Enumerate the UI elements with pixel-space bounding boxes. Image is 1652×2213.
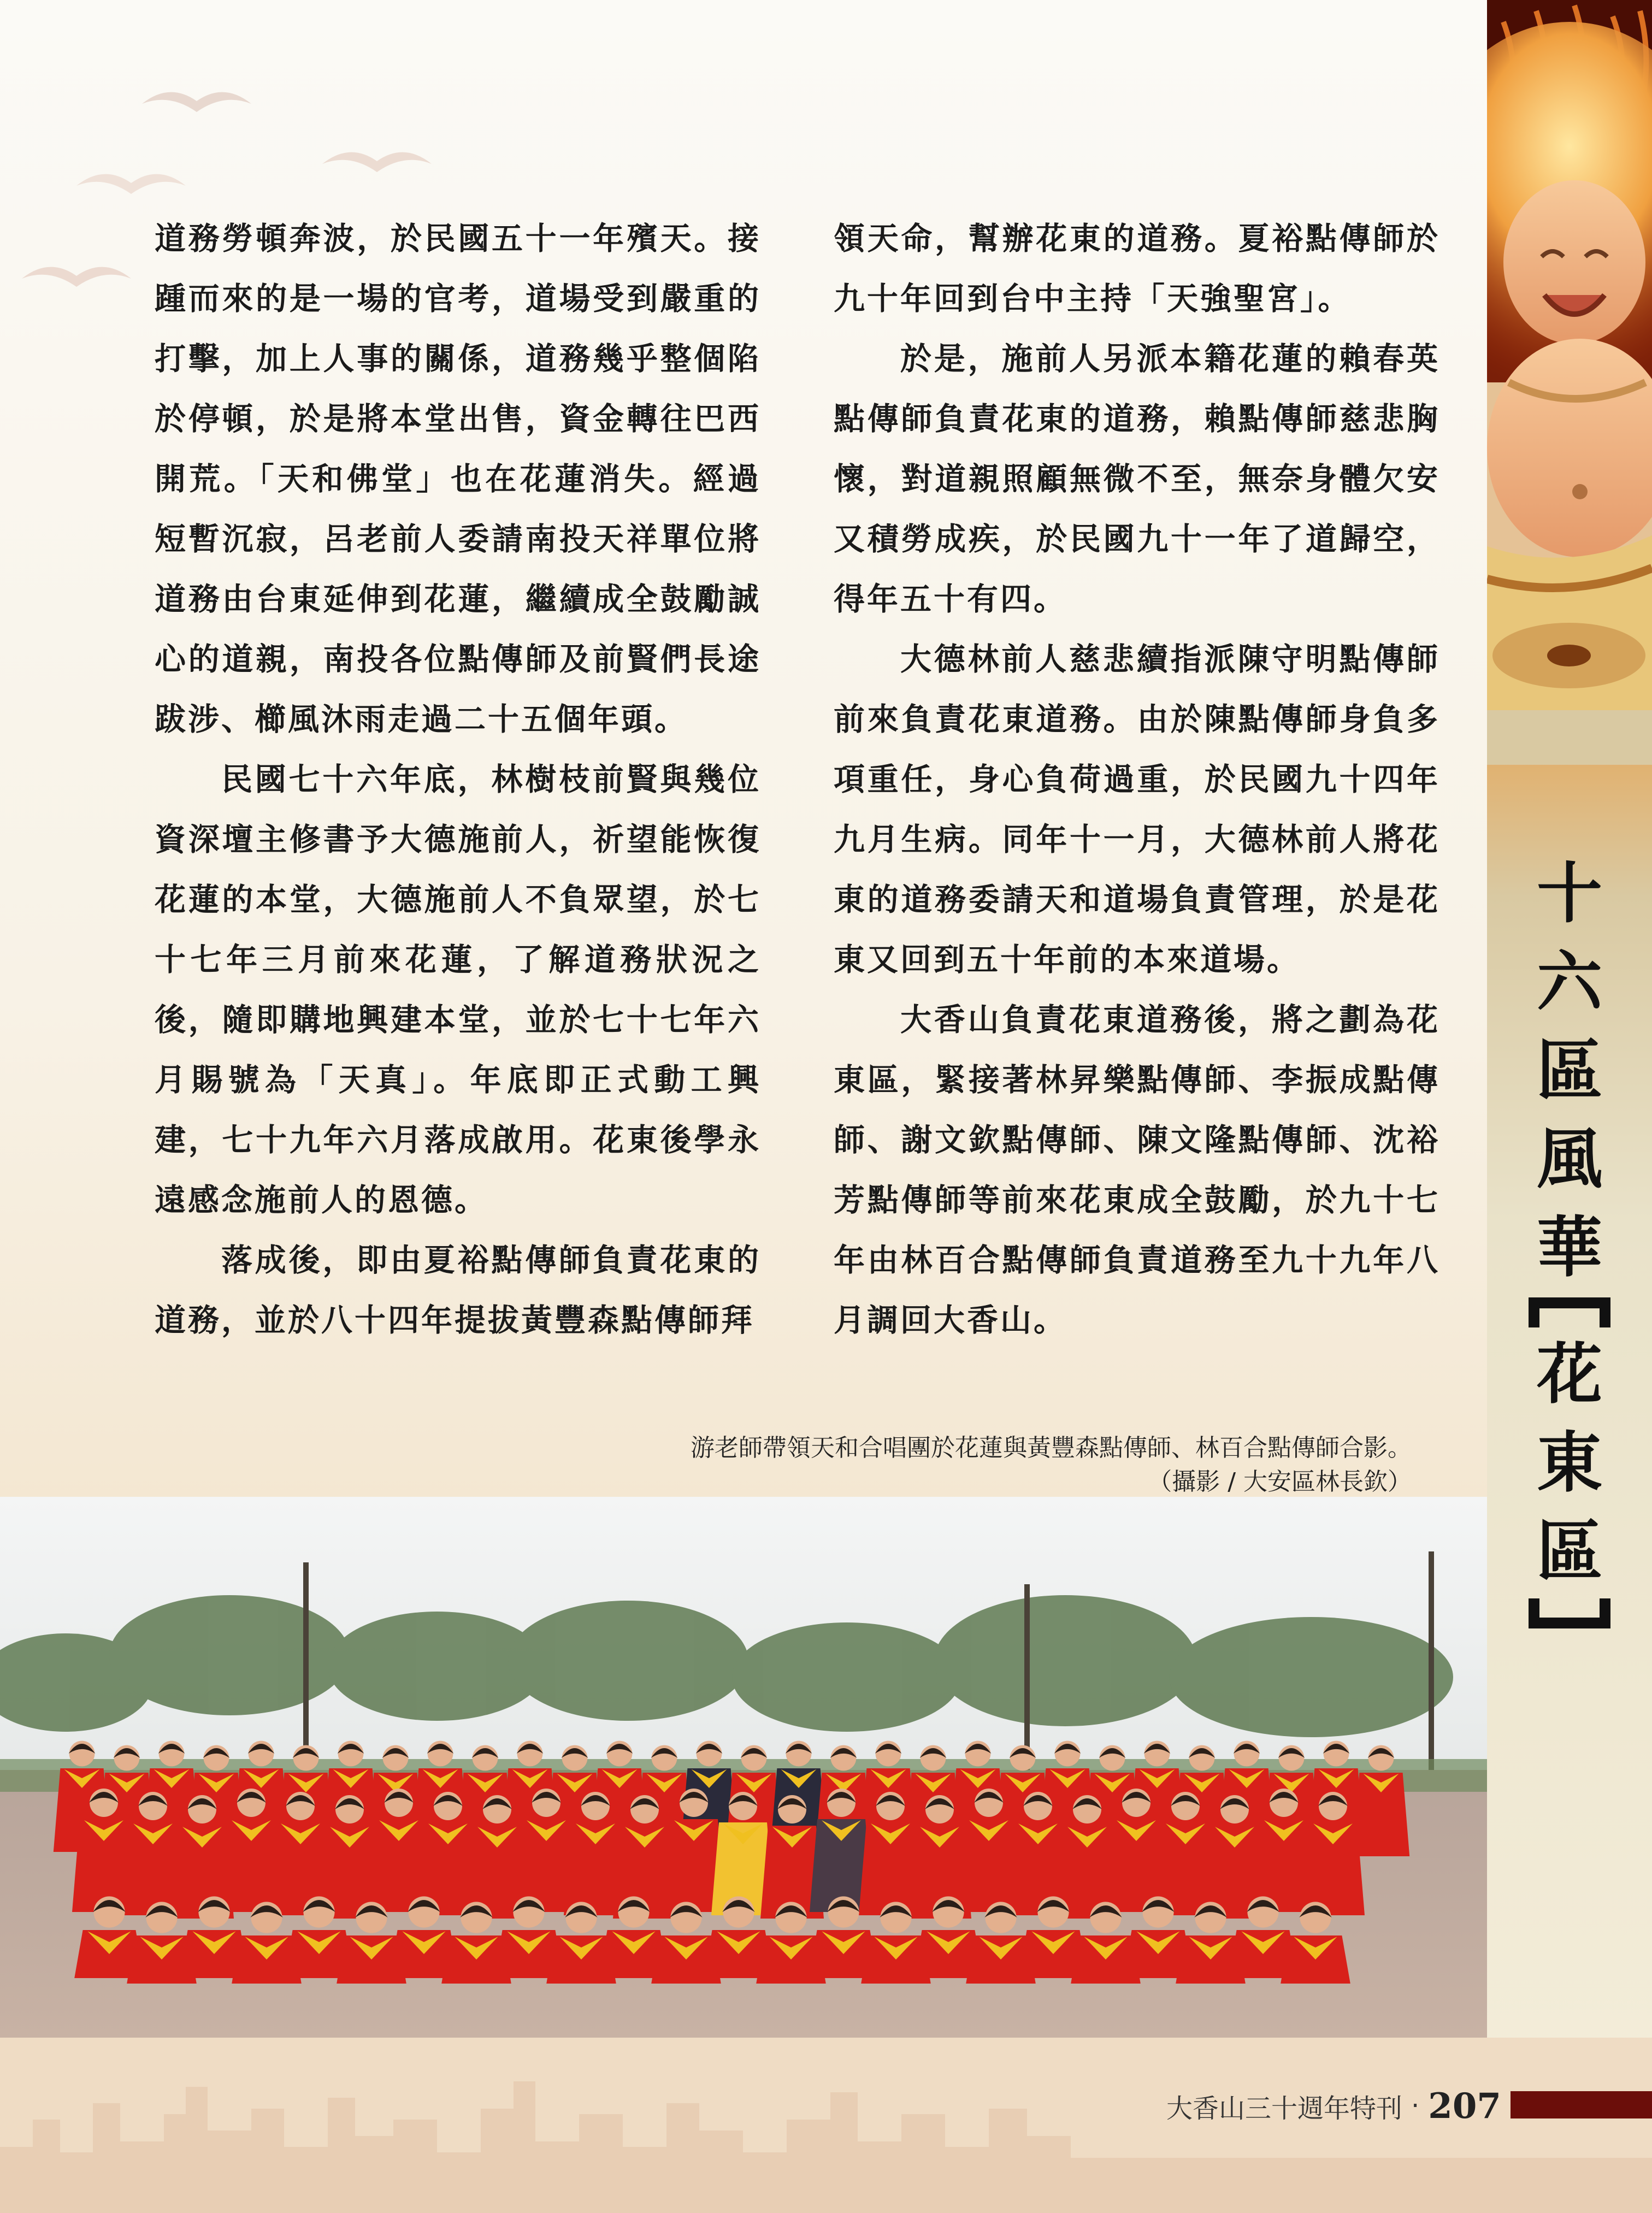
caption-line: （攝影 / 大安區林長欽） [1148, 1468, 1412, 1496]
section-title-char: 區 [1537, 1513, 1602, 1590]
group-photo [0, 1497, 1487, 2038]
section-title-char: 華 [1537, 1209, 1602, 1286]
bird-decoration [322, 142, 432, 180]
choir-group-photo-illustration [0, 1497, 1487, 2038]
article-paragraph: 於是，施前人另派本籍花蓮的賴春英點傳師負責花東的道務，賴點傳師慈悲胸懷，對道親照顧無微不至，無奈身體欠安又積勞成疾，於民國九十一年了道歸空，得年五十有四。 [834, 340, 1440, 617]
bird-decoration [142, 82, 251, 120]
section-title-char: 六 [1537, 943, 1602, 1020]
article-paragraph: 道務勞頓奔波，於民國五十一年殯天。接踵而來的是一場的官考，道場受到嚴重的打擊，加上人事的關係，道務幾乎整個陷於停頓，於是將本堂出售，資金轉往巴西開荒。「天和佛堂」也在花蓮消失。經過短暫沉寂，呂老前人委請南投天祥單位將道務由台東延伸到花蓮，繼續成全鼓勵誠心的道親，南投各位點傳師及前賢們長途跋涉、櫛風沐雨走過二十五個年頭。 [155, 220, 761, 737]
caption-line: 游老師帶領天和合唱團於花蓮與黃豐森點傳師、林百合點傳師合影。 [691, 1434, 1412, 1462]
article-right-column [834, 209, 1440, 1350]
section-title-char: 區 [1537, 1032, 1602, 1109]
article-paragraph: 落成後，即由夏裕點傳師負責花東的道務，並於八十四年提拔黃豐森點傳師拜 [155, 1242, 761, 1338]
page-number: 207 [1428, 2085, 1501, 2127]
section-title-char: 花 [1537, 1336, 1602, 1413]
page-footer [1166, 2084, 1501, 2128]
footer-accent-bar [1511, 2091, 1652, 2118]
section-title-char: 十 [1537, 855, 1602, 932]
bird-decoration [22, 257, 131, 295]
article-paragraph: 領天命，幫辦花東的道務。夏裕點傳師於九十年回到台中主持「天強聖宮」。 [834, 220, 1440, 317]
article-paragraph: 大德林前人慈悲續指派陳守明點傳師前來負責花東道務。由於陳點傳師身負多項重任，身心負荷過重，於民國九十四年九月生病。同年十一月，大德林前人將花東的道務委請天和道場負責管理，於是花東又回到五十年前的本來道場。 [834, 641, 1440, 978]
laughing-buddha-illustration [1487, 0, 1652, 765]
section-title-char: 東 [1537, 1424, 1602, 1501]
photo-caption [691, 1431, 1412, 1499]
section-title-char: 風 [1537, 1120, 1602, 1197]
article-left-column [155, 209, 761, 1350]
footer-separator: · [1411, 2091, 1420, 2121]
publication-title: 大香山三十週年特刊 [1166, 2093, 1403, 2124]
section-title-vertical [1487, 849, 1652, 1634]
article-paragraph: 大香山負責花東道務後，將之劃為花東區，緊接著林昇樂點傳師、李振成點傳師、謝文欽點傳師、陳文隆點傳師、沈裕芳點傳師等前來花東成全鼓勵，於九十七年由林百合點傳師負責道務至九十九年八月調回大香山。 [834, 1001, 1440, 1338]
open-bracket-icon [1523, 1292, 1616, 1330]
article-paragraph: 民國七十六年底，林樹枝前賢與幾位資深壇主修書予大德施前人，祈望能恢復花蓮的本堂，大德施前人不負眾望，於七十七年三月前來花蓮，了解道務狀況之後，隨即購地興建本堂，並於七十七年六月賜號為「天真」。年底即正式動工興建，七十九年六月落成啟用。花東後學永遠感念施前人的恩德。 [155, 761, 761, 1218]
bird-decoration [76, 164, 186, 202]
close-bracket-icon [1523, 1596, 1616, 1634]
